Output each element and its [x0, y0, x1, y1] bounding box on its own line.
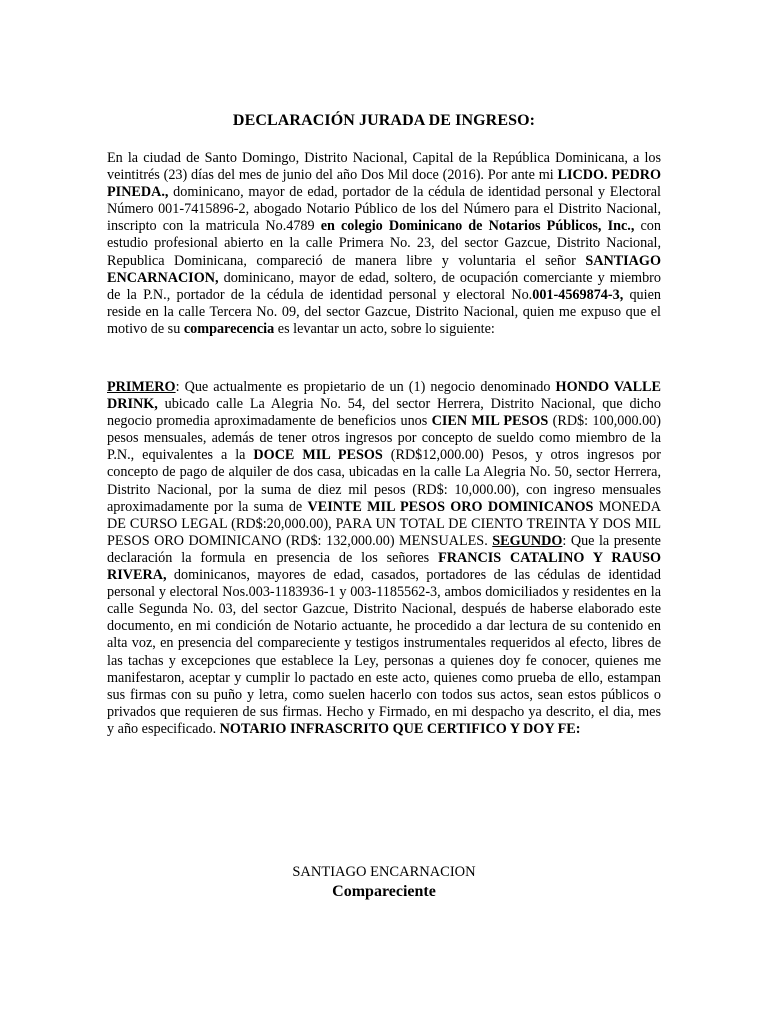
document-title: DECLARACIÓN JURADA DE INGRESO:	[232, 112, 536, 129]
body-text-7: dominicanos, mayores de edad, casados, portadores de las cédulas de identidad personal y electoral Nos.003-1183936-1 y 003-1185562-3, ambos domiciliados y residentes en la calle Segunda No. 03, del sector Gazcue, Distrito Nacional, después de haberse elaborado este documento, en mi condición de Notario actuante, he procedido a dar lectura de su contenido en alta voz, en presencia del compareciente y testigos instrumentales requeridos al efecto, libres de las tachas y excepciones que establece la Ley, personas a quienes doy fe conocer, quienes me manifestaron, aceptar y cumplir lo pactado en este acto, quienes como prueba de ello, estampan sus firmas con su puño y letra, como suelen hacerlo con todos sus actos, sean estos públicos o privados que requieren de sus firmas. Hecho y Firmado, en mi despacho ya descrito, el dia, mes y año especificado.	[107, 567, 661, 737]
body-text-3: (RD$: 100,000.00) pesos mensuales, además de tener otros ingresos por concepto de sueldo como miembro de la P.N., equivalentes a la	[107, 413, 661, 464]
body-text-2: ubicado calle La Alegria No. 54, del sector Herrera, Distrito Nacional, que dicho negocio promedia aproximadamente de beneficios unos	[107, 396, 661, 430]
intro-text-6: es levantar un acto, sobre lo siguiente:	[274, 320, 495, 337]
declarant-name: SANTIAGO ENCARNACION,	[107, 252, 661, 286]
amount-doce-mil: DOCE MIL PESOS	[253, 447, 383, 464]
declarant-id: 001-4569874-3,	[532, 286, 624, 303]
segundo-heading: SEGUNDO	[492, 532, 563, 549]
intro-text-3: con estudio profesional abierto en la calle Primera No. 23, del sector Gazcue, Distrito Nacional, Republica Dominicana, compareció de manera libre y voluntaria el señor	[107, 218, 661, 269]
body-text-4: (RD$12,000.00) Pesos, y otros ingresos por concepto de pago de alquiler de dos casa, ubicadas en la calle La Alegria No. 50, sector Herrera, Distrito Nacional, por la suma de diez mil pesos (RD$: 10,000.00), con ingreso mensuales aproximadamente por la suma de	[107, 447, 661, 515]
intro-text-1: En la ciudad de Santo Domingo, Distrito Nacional, Capital de la República Dominicana, a los veintitrés (23) días del mes de junio del año Dos Mil doce (2016). Por ante mi	[107, 150, 661, 184]
business-name: HONDO VALLE DRINK,	[107, 379, 661, 413]
appearance-term: comparecencia	[183, 320, 275, 337]
signature-name: SANTIAGO ENCARNACION	[292, 864, 476, 880]
body-paragraph	[107, 379, 661, 738]
intro-text-5: quien reside en la calle Tercera No. 09, del sector Gazcue, Distrito Nacional, quien me expuso que el motivo de su	[107, 286, 661, 337]
witness-names: FRANCIS CATALINO Y RAUSO RIVERA,	[107, 549, 661, 584]
body-text-5: MONEDA DE CURSO LEGAL (RD$:20,000.00), PARA UN TOTAL DE CIENTO TREINTA Y DOS MIL PESOS ORO DOMINICANO (RD$: 132,000.00) MENSUALES.	[107, 498, 661, 549]
intro-text-2: dominicano, mayor de edad, portador de la cédula de identidad personal y Electoral Número 001-7415896-2, abogado Notario Público de los del Número para el Distrito Nacional, inscripto con la matricula No.4789	[107, 184, 661, 235]
intro-paragraph	[107, 150, 661, 338]
body-text-1: : Que actualmente es propietario de un (1) negocio denominado	[175, 379, 556, 395]
notary-certification: NOTARIO INFRASCRITO QUE CERTIFICO Y DOY FE:	[219, 720, 581, 737]
signature-role: Compareciente	[332, 883, 436, 900]
body-text-6: : Que la presente declaración la formula en presencia de los señores	[107, 532, 661, 566]
primero-heading: PRIMERO	[107, 379, 176, 395]
notary-college: en colegio Dominicano de Notarios Públicos, Inc.,	[320, 218, 635, 235]
notary-name: LICDO. PEDRO PINEDA.,	[107, 167, 661, 201]
amount-veinte-mil: VEINTE MIL PESOS ORO DOMINICANOS	[307, 498, 594, 515]
amount-cien-mil: CIEN MIL PESOS	[431, 413, 549, 430]
intro-text-4: dominicano, mayor de edad, soltero, de ocupación comerciante y miembro de la P.N., portador de la cédula de identidad personal y electoral No.	[107, 269, 661, 303]
